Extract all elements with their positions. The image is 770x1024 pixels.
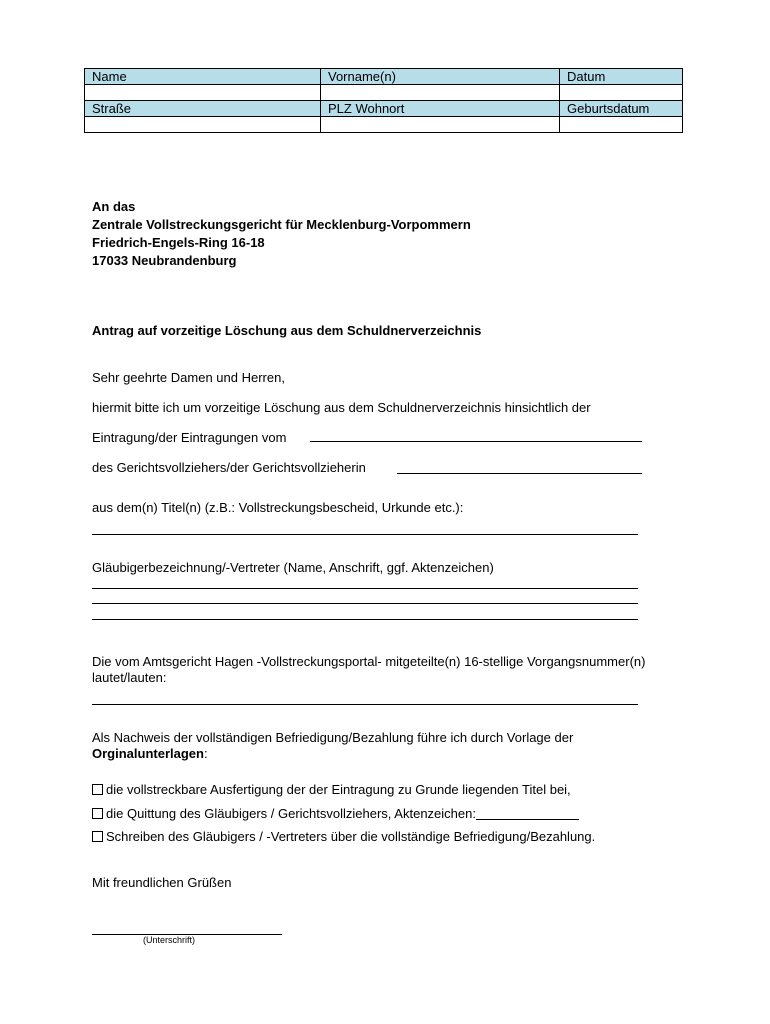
checkbox-row-title[interactable] <box>92 782 571 797</box>
creditor-line-1[interactable] <box>92 588 638 589</box>
receipt-file-number-line[interactable] <box>476 807 579 820</box>
subject-heading: Antrag auf vorzeitige Löschung aus dem Schuldnerverzeichnis <box>92 323 482 338</box>
title-label: aus dem(n) Titel(n) (z.B.: Vollstreckungsbescheid, Urkunde etc.): <box>92 500 464 515</box>
date-label: Datum <box>560 69 683 85</box>
entry-date-label: Eintragung/der Eintragungen vom <box>92 430 287 445</box>
checkbox-row-letter[interactable] <box>92 829 595 844</box>
first-name-label: Vorname(n) <box>321 69 560 85</box>
address-line-1: An das <box>92 199 136 214</box>
entry-date-line[interactable] <box>310 441 642 442</box>
address-line-3: Friedrich-Engels-Ring 16-18 <box>92 235 265 250</box>
checkbox-receipt-label: die Quittung des Gläubigers / Gerichtsvollziehers, Aktenzeichen: <box>106 806 476 821</box>
header-table <box>84 68 683 133</box>
salutation: Sehr geehrte Damen und Herren, <box>92 370 285 385</box>
first-name-field[interactable] <box>321 85 560 101</box>
proof-text-colon: : <box>203 746 208 761</box>
checkbox-title-label: die vollstreckbare Ausfertigung der der Eintragung zu Grunde liegenden Titel bei, <box>106 782 571 797</box>
birthdate-field[interactable] <box>560 117 683 133</box>
checkbox-row-receipt[interactable] <box>92 806 579 821</box>
case-number-text-2: lautet/lauten: <box>92 670 167 685</box>
creditor-label: Gläubigerbezeichnung/-Vertreter (Name, Anschrift, ggf. Aktenzeichen) <box>92 560 494 575</box>
address-line-4: 17033 Neubrandenburg <box>92 253 237 268</box>
creditor-line-3[interactable] <box>92 619 638 620</box>
checkbox-title[interactable] <box>92 784 103 795</box>
date-field[interactable] <box>560 85 683 101</box>
case-number-text-1: Die vom Amtsgericht Hagen -Vollstreckungsportal- mitgeteilte(n) 16-stellige Vorgangsnummer(n) <box>92 654 646 669</box>
name-label: Name <box>85 69 321 85</box>
checkbox-letter-label: Schreiben des Gläubigers / -Vertreters über die vollständige Befriedigung/Bezahlung. <box>106 829 596 844</box>
zip-city-field[interactable] <box>321 117 560 133</box>
bailiff-line[interactable] <box>397 473 642 474</box>
closing-text: Mit freundlichen Grüßen <box>92 875 232 890</box>
street-label: Straße <box>85 101 321 117</box>
title-line[interactable] <box>92 534 638 535</box>
proof-text-2 <box>92 746 208 761</box>
creditor-line-2[interactable] <box>92 603 638 604</box>
street-field[interactable] <box>85 117 321 133</box>
name-field[interactable] <box>85 85 321 101</box>
birthdate-label: Geburtsdatum <box>560 101 683 117</box>
zip-city-label: PLZ Wohnort <box>321 101 560 117</box>
checkbox-receipt[interactable] <box>92 808 103 819</box>
signature-caption: (Unterschrift) <box>143 935 196 945</box>
checkbox-letter[interactable] <box>92 831 103 842</box>
proof-text-1: Als Nachweis der vollständigen Befriedigung/Bezahlung führe ich durch Vorlage der <box>92 730 574 745</box>
intro-text: hiermit bitte ich um vorzeitige Löschung aus dem Schuldnerverzeichnis hinsichtlich der <box>92 400 591 415</box>
case-number-line[interactable] <box>92 704 638 705</box>
bailiff-label: des Gerichtsvollziehers/der Gerichtsvollzieherin <box>92 460 366 475</box>
address-line-2: Zentrale Vollstreckungsgericht für Mecklenburg-Vorpommern <box>92 217 471 232</box>
proof-text-bold: Orginalunterlagen <box>92 746 204 761</box>
